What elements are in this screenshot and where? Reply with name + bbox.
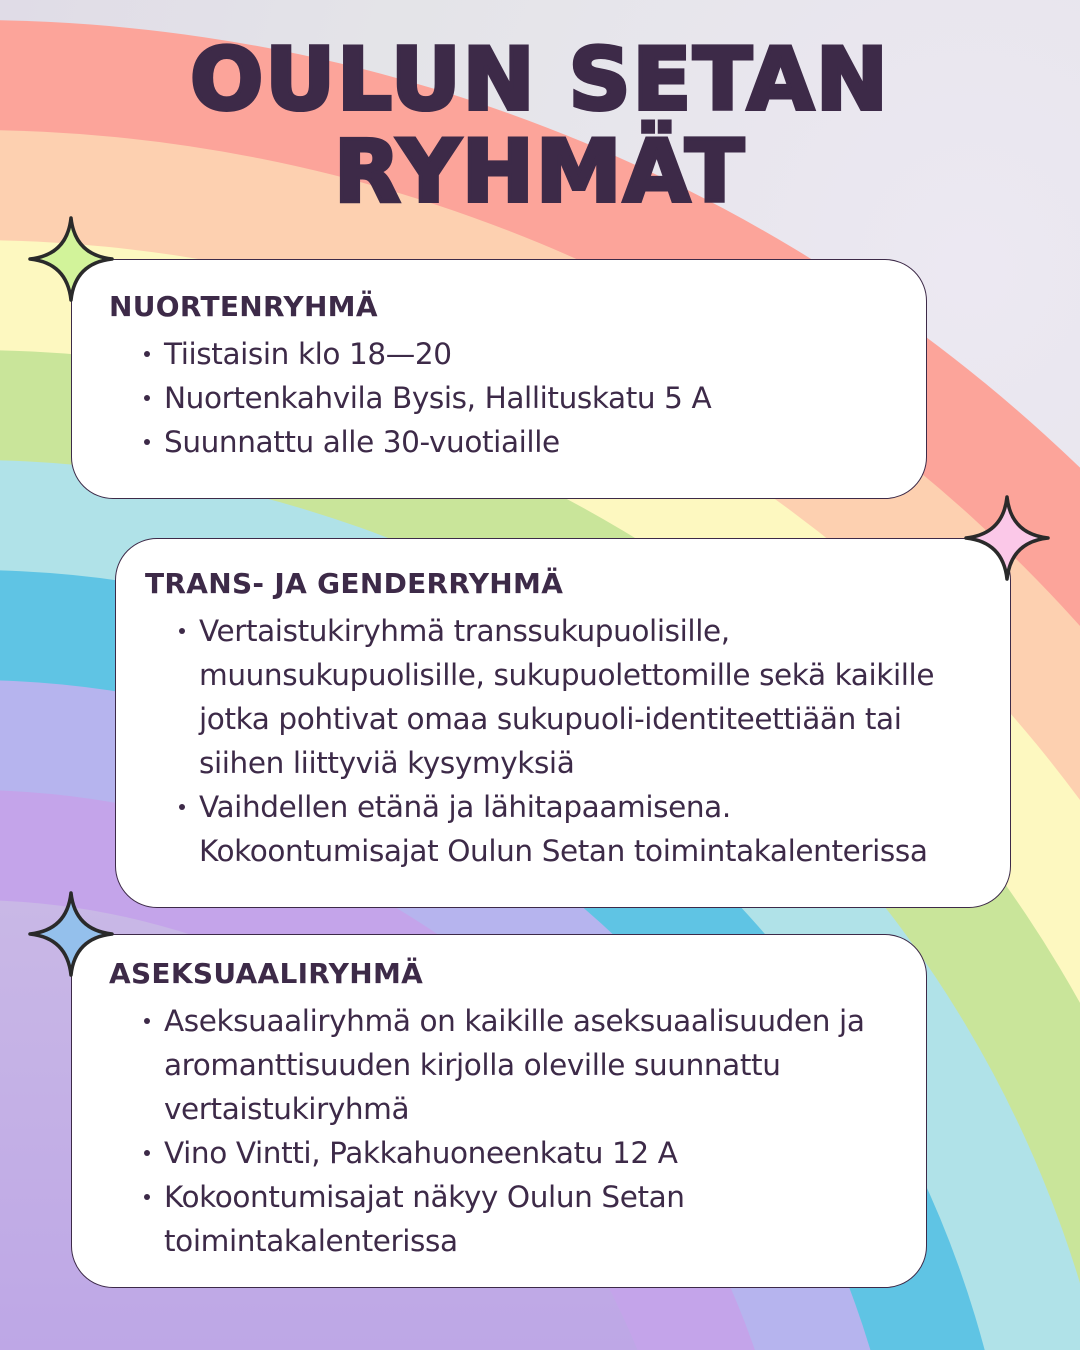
- group-list-aseksuaaliryhma: [109, 999, 926, 1263]
- title-line-1: OULUN SETAN: [190, 30, 890, 130]
- list-item: Vino Vintti, Pakkahuoneenkatu 12 A: [164, 1131, 926, 1175]
- list-item: Vaihdellen etänä ja lähitapaamisena.: [199, 785, 1010, 829]
- sparkle-blue-icon: [26, 889, 116, 979]
- list-item: Vertaistukiryhmä transsukupuolisille,: [199, 609, 1010, 653]
- sparkle-green-icon: [26, 214, 116, 304]
- card-trans-ja-genderryhma: [115, 538, 1011, 908]
- group-title-aseksuaaliryhma: ASEKSUAALIRYHMÄ: [109, 957, 424, 990]
- group-list-nuortenryhma: [109, 332, 926, 464]
- list-item-continuation: vertaistukiryhmä: [164, 1092, 410, 1126]
- list-item: Aseksuaaliryhmä on kaikille aseksuaalisuuden ja: [164, 999, 926, 1043]
- list-item-continuation: muunsukupuolisille, sukupuolettomille sekä kaikille: [199, 658, 935, 692]
- title-line-2: RYHMÄT: [334, 122, 746, 222]
- list-item-continuation: Kokoontumisajat Oulun Setan toimintakalenterissa: [199, 834, 928, 868]
- list-item: Kokoontumisajat näkyy Oulun Setan: [164, 1175, 926, 1219]
- group-title-nuortenryhma: NUORTENRYHMÄ: [109, 290, 378, 323]
- card-aseksuaaliryhma: [71, 934, 927, 1288]
- list-item: Nuortenkahvila Bysis, Hallituskatu 5 A: [164, 376, 926, 420]
- list-item: Tiistaisin klo 18—20: [164, 332, 926, 376]
- list-item-continuation: jotka pohtivat omaa sukupuoli-identiteettiään tai: [199, 702, 902, 736]
- group-list-trans-ja-genderryhma: [145, 609, 1010, 873]
- group-title-trans-ja-genderryhma: TRANS- JA GENDERRYHMÄ: [145, 567, 564, 600]
- list-item-continuation: siihen liittyviä kysymyksiä: [199, 746, 575, 780]
- list-item-continuation: toimintakalenterissa: [164, 1224, 458, 1258]
- sparkle-pink-icon: [962, 493, 1052, 583]
- card-nuortenryhma: [71, 259, 927, 499]
- poster-title: [0, 30, 1080, 222]
- list-item: Suunnattu alle 30-vuotiaille: [164, 420, 926, 464]
- list-item-continuation: aromanttisuuden kirjolla oleville suunnattu: [164, 1048, 781, 1082]
